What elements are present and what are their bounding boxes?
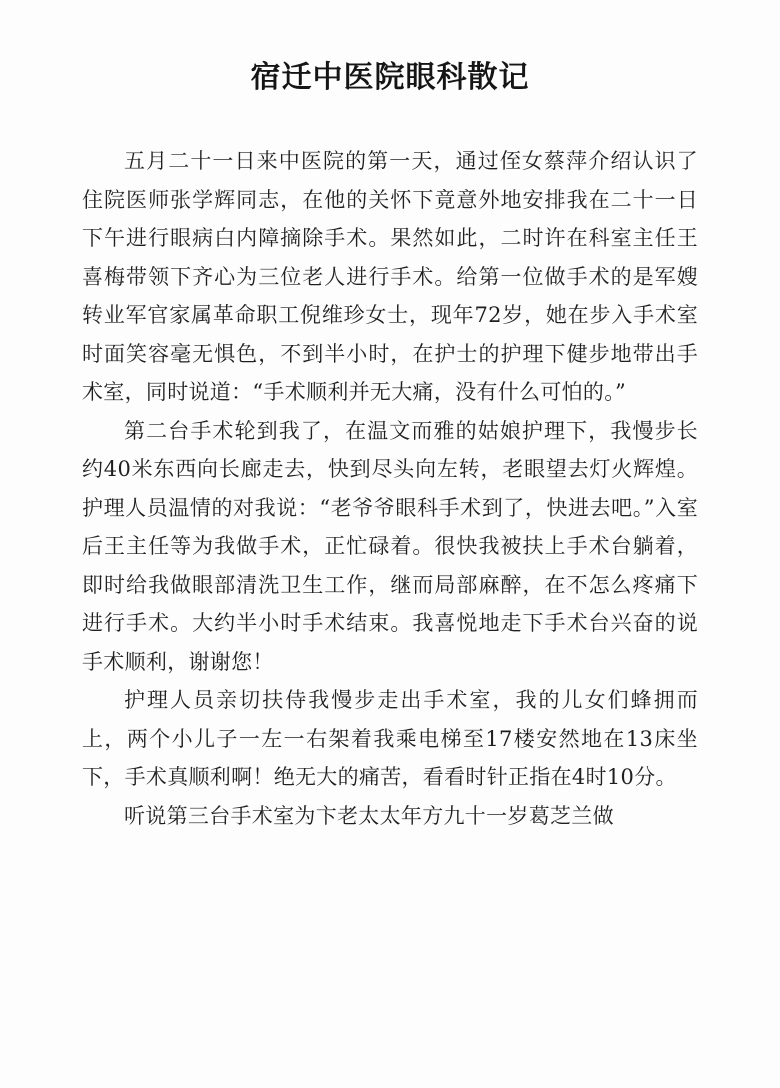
document-body bbox=[82, 142, 698, 835]
paragraph-3: 护理人员亲切扶侍我慢步走出手术室，我的儿女们蜂拥而上，两个小儿子一左一右架着我乘电梯至17楼安然地在13床坐下，手术真顺利啊！绝无大的痛苦，看看时针正指在4时10分。 bbox=[82, 688, 698, 789]
paragraph-1: 五月二十一日来中医院的第一天，通过侄女蔡萍介绍认识了住院医师张学辉同志，在他的关怀下竟意外地安排我在二十一日下午进行眼病白内障摘除手术。果然如此，二时许在科室主任王喜梅带领下齐心为三位老人进行手术。给第一位做手术的是军嫂转业军官家属革命职工倪维珍女士，现年72岁，她在步入手术室时面笑容毫无惧色，不到半小时，在护士的护理下健步地带出手术室，同时说道：“手术顺利并无大痛，没有什么可怕的。” bbox=[82, 149, 698, 404]
document-title: 宿迁中医院眼科散记 bbox=[250, 60, 530, 95]
paragraph-2: 第二台手术轮到我了，在温文而雅的姑娘护理下，我慢步长约40米东西向长廊走去，快到尽头向左转，老眼望去灯火辉煌。护理人员温情的对我说：“老爷爷眼科手术到了，快进去吧。”入室后王主任等为我做手术，正忙碌着。很快我被扶上手术台躺着，即时给我做眼部清洗卫生工作，继而局部麻醉，在不怎么疼痛下进行手术。大约半小时手术结束。我喜悦地走下手术台兴奋的说手术顺利，谢谢您！ bbox=[82, 418, 698, 674]
paragraph-4: 听说第三台手术室为卞老太太年方九十一岁葛芝兰做 bbox=[124, 803, 614, 828]
